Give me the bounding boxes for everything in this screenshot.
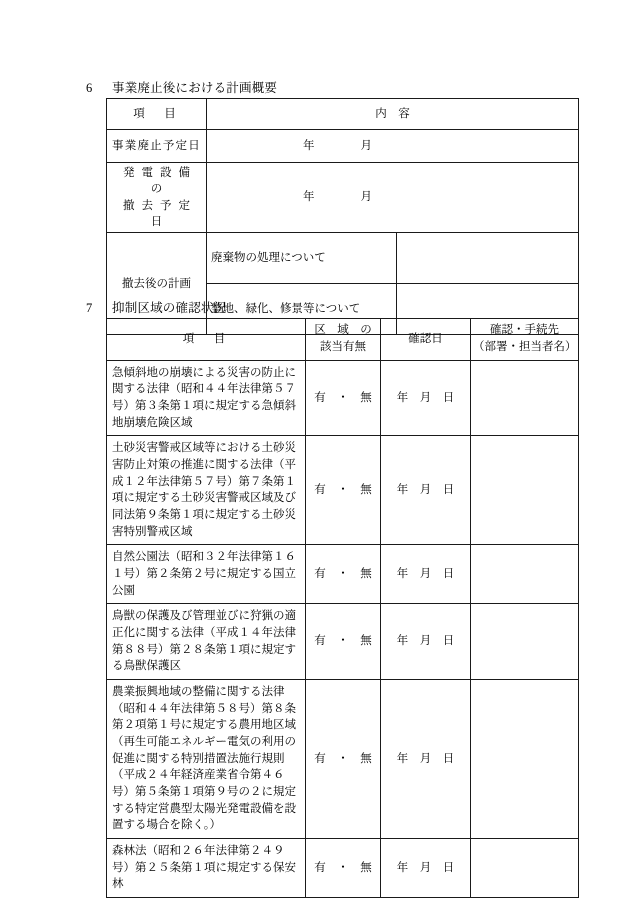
header-contact-line2: （部署・担当者名） xyxy=(473,341,577,354)
section-number-6: 6 xyxy=(86,81,93,95)
contact-field[interactable] xyxy=(471,604,579,680)
date-placeholder: 年 月 日 xyxy=(396,391,455,404)
header-area-line1: 区 域 の xyxy=(314,324,372,336)
label-landscaping: 整地、緑化、修景等について xyxy=(207,284,397,335)
existence-choice-label: 有 ・ 無 xyxy=(314,568,372,581)
table-row xyxy=(107,436,579,545)
table-row xyxy=(107,99,579,130)
label-removal-date xyxy=(107,163,207,233)
contact-field[interactable] xyxy=(471,838,579,897)
date-placeholder: 年 月 日 xyxy=(396,568,455,581)
contact-field[interactable] xyxy=(471,360,579,436)
check-date-field[interactable] xyxy=(381,838,471,897)
check-date-field[interactable] xyxy=(381,436,471,545)
table-row xyxy=(107,130,579,163)
restricted-area-item: 土砂災害警戒区域等における土砂災害防止対策の推進に関する法律（平成１２年法律第５７号）第７条第１項に規定する土砂災害警戒区域及び同法第９条第１項に規定する土砂災害特別警戒区域 xyxy=(107,436,306,545)
table-row xyxy=(107,679,579,838)
table-row xyxy=(107,163,579,233)
existence-choice-label: 有 ・ 無 xyxy=(314,484,372,497)
label-termination-date: 事業廃止予定日 xyxy=(107,130,207,163)
restricted-area-item: 鳥獣の保護及び管理並びに狩猟の適正化に関する法律（平成１４年法律第８８号）第２８条第１項に規定する鳥獣保護区 xyxy=(107,604,306,680)
check-date-field[interactable] xyxy=(381,360,471,436)
label-removal-date-line2: 撤去予定日 xyxy=(123,199,197,228)
existence-choice-label: 有 ・ 無 xyxy=(314,861,372,874)
header-cell-content: 内 容 xyxy=(207,99,579,130)
header-contact-line1: 確認・手続先 xyxy=(490,324,559,336)
table-header-row xyxy=(107,319,579,361)
date-placeholder: 年 月 日 xyxy=(396,635,455,648)
section-number-7: 7 xyxy=(86,301,93,315)
section-title-7: 抑制区域の確認状況 xyxy=(112,301,227,315)
restricted-area-item: 急傾斜地の崩壊による災害の防止に関する法律（昭和４４年法律第５７号）第３条第１項に規定する急傾斜地崩壊危険区域 xyxy=(107,360,306,436)
existence-choice[interactable] xyxy=(306,545,381,604)
table-row xyxy=(107,360,579,436)
contact-field[interactable] xyxy=(471,679,579,838)
restricted-area-item: 森林法（昭和２６年法律第２４９号）第２５条第１項に規定する保安林 xyxy=(107,838,306,897)
header-area-line2: 該当有無 xyxy=(320,341,366,354)
date-placeholder: 年 月 xyxy=(303,191,372,204)
check-date-field[interactable] xyxy=(381,604,471,680)
input-removal-date[interactable] xyxy=(207,163,579,233)
label-removal-date-line1: 発電設備の xyxy=(123,167,197,196)
label-waste-disposal: 廃棄物の処理について xyxy=(207,233,397,284)
existence-choice-label: 有 ・ 無 xyxy=(314,391,372,404)
table-row xyxy=(107,604,579,680)
label-post-removal-plan: 撤去後の計画 xyxy=(107,233,207,335)
header-cell-area-applicable xyxy=(306,319,381,361)
table-row xyxy=(107,233,579,284)
contact-field[interactable] xyxy=(471,545,579,604)
existence-choice-label: 有 ・ 無 xyxy=(314,635,372,648)
section-title-6: 事業廃止後における計画概要 xyxy=(112,81,278,95)
check-date-field[interactable] xyxy=(381,545,471,604)
table-restricted-area-check xyxy=(106,318,579,898)
table-row xyxy=(107,545,579,604)
section-heading-7 xyxy=(86,300,226,316)
existence-choice[interactable] xyxy=(306,604,381,680)
header-cell-contact xyxy=(471,319,579,361)
date-placeholder: 年 月 日 xyxy=(396,861,455,874)
existence-choice[interactable] xyxy=(306,679,381,838)
header-cell-item: 項 目 xyxy=(107,319,306,361)
header-cell-check-date: 確認日 xyxy=(381,319,471,361)
input-waste-disposal[interactable] xyxy=(397,233,579,284)
existence-choice[interactable] xyxy=(306,838,381,897)
contact-field[interactable] xyxy=(471,436,579,545)
input-termination-date[interactable] xyxy=(207,130,579,163)
existence-choice[interactable] xyxy=(306,436,381,545)
section-heading-6 xyxy=(86,80,277,96)
existence-choice[interactable] xyxy=(306,360,381,436)
header-cell-item: 項 目 xyxy=(107,99,207,130)
table-row xyxy=(107,838,579,897)
check-date-field[interactable] xyxy=(381,679,471,838)
date-placeholder: 年 月 日 xyxy=(396,484,455,497)
date-placeholder: 年 月 xyxy=(303,139,372,152)
existence-choice-label: 有 ・ 無 xyxy=(314,752,372,765)
restricted-area-item: 自然公園法（昭和３２年法律第１６１号）第２条第２号に規定する国立公園 xyxy=(107,545,306,604)
restricted-area-item: 農業振興地域の整備に関する法律（昭和４４年法律第５８号）第８条第２項第１号に規定する農用地区域（再生可能エネルギー電気の利用の促進に関する特別措置法施行規則（平成２４年経済産業省令第４６号）第５条第１項第９号の２に規定する特定営農型太陽光発電設備を設置する場合を除く。） xyxy=(107,679,306,838)
date-placeholder: 年 月 日 xyxy=(396,752,455,765)
